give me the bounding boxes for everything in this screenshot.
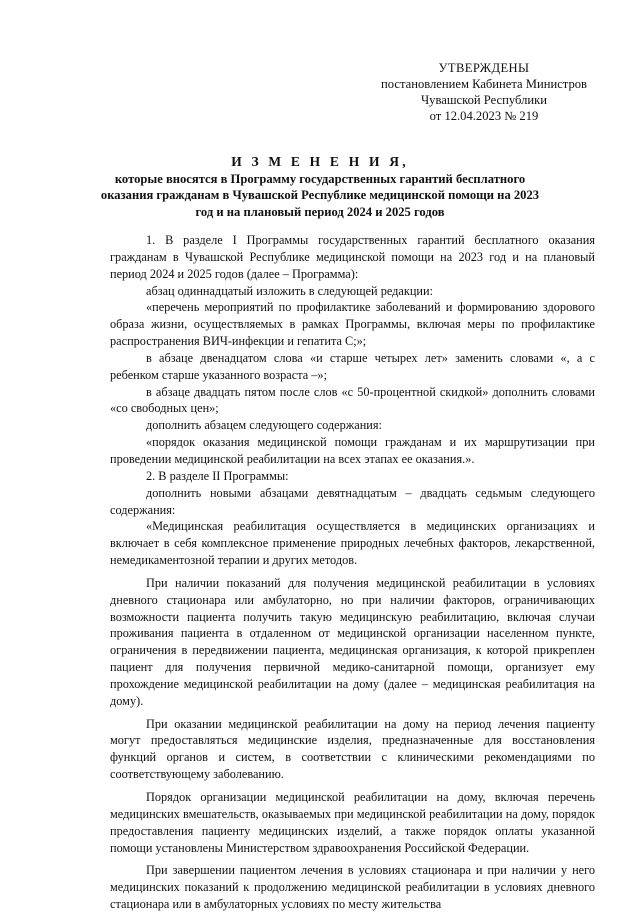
paragraph-14: При завершении пациентом лечения в условиях стационара и при наличии у него медицинских показаний к продолжению медицинской реабилитации в условиях дневного стационара или в амбулаторных условиях по месту жительства <box>110 863 595 912</box>
approval-stamp <box>366 60 602 124</box>
paragraph-7: «порядок оказания медицинской помощи гражданам и их маршрутизации при проведении медицинской реабилитации на всех этапах ее оказания.». <box>110 435 595 466</box>
approval-line-3: от 12.04.2023 № 219 <box>429 109 539 123</box>
paragraph-12: При оказании медицинской реабилитации на дому на период лечения пациенту могут предоставляться медицинские изделия, предназначенные для восстановления функций органов и систем, в соответствии с клиническими рекомендациями по соответствующему заболеванию. <box>110 716 595 782</box>
paragraph-2: абзац одиннадцатый изложить в следующей редакции: <box>146 283 433 298</box>
paragraph-8: 2. В разделе II Программы: <box>146 468 289 483</box>
paragraph-5: в абзаце двадцать пятом после слов «с 50-процентной скидкой» дополнить словами «со свободных цен»; <box>110 384 595 416</box>
paragraph-1: 1. В разделе I Программы государственных гарантий бесплатного оказания гражданам в Чувашской Республике медицинской помощи на 2023 год и на плановый период 2024 и 2025 годов (далее – Программа): <box>110 233 595 281</box>
heading-title: И З М Е Н Е Н И Я, <box>231 154 409 169</box>
approval-line-1: постановлением Кабинета Министров <box>381 77 587 91</box>
approval-line-2: Чувашской Республики <box>421 93 547 107</box>
document-body <box>110 232 595 913</box>
paragraph-11: При наличии показаний для получения медицинской реабилитации в условиях дневного стационара или амбулаторно, но при наличии факторов, ограничивающих возможности пациента получить такую медицинскую реабилитацию, включая случаи проживания пациента в отдаленном от медицинской организации населенном пункте, ограничения в передвижении пациента, медицинская организация, к которой прикреплен пациент для получения первичной медико-санитарной помощи, организует ему прохождение медицинской реабилитации на дому (далее – медицинская реабилитация на дому). <box>110 575 595 708</box>
paragraph-10: «Медицинская реабилитация осуществляется в медицинских организациях и включает в себя комплексное применение природных лечебных факторов, лекарственной, немедикаментозной терапии и других методов. <box>110 519 595 568</box>
paragraph-6: дополнить абзацем следующего содержания: <box>146 418 382 433</box>
paragraph-3: «перечень мероприятий по профилактике заболеваний и формированию здорового образа жизни, осуществляемых в рамках Программы, включая меры по профилактике распространения ВИЧ-инфекции и гепатита С;»; <box>110 300 595 349</box>
approval-title: УТВЕРЖДЕНЫ <box>438 61 530 75</box>
paragraph-4: в абзаце двенадцатом слова «и старше четырех лет» заменить словами «, а с ребенком старше указанного возраста –»; <box>110 350 595 382</box>
paragraph-13: Порядок организации медицинской реабилитации на дому, включая перечень медицинских вмешательств, оказываемых при медицинской реабилитации на дому, порядок предоставления пациенту медицинских изделий, а также порядок оплаты указанной помощи установлены Министерством здравоохранения Российской Федерации. <box>110 790 595 855</box>
document-heading <box>100 153 540 220</box>
heading-subtitle: которые вносятся в Программу государственных гарантий бесплатного оказания гражданам в Чувашской Республике медицинской помощи на 2023 год и на плановый период 2024 и 2025 годов <box>100 172 540 219</box>
paragraph-9: дополнить новыми абзацами девятнадцатым – двадцать седьмым следующего содержания: <box>110 485 595 517</box>
